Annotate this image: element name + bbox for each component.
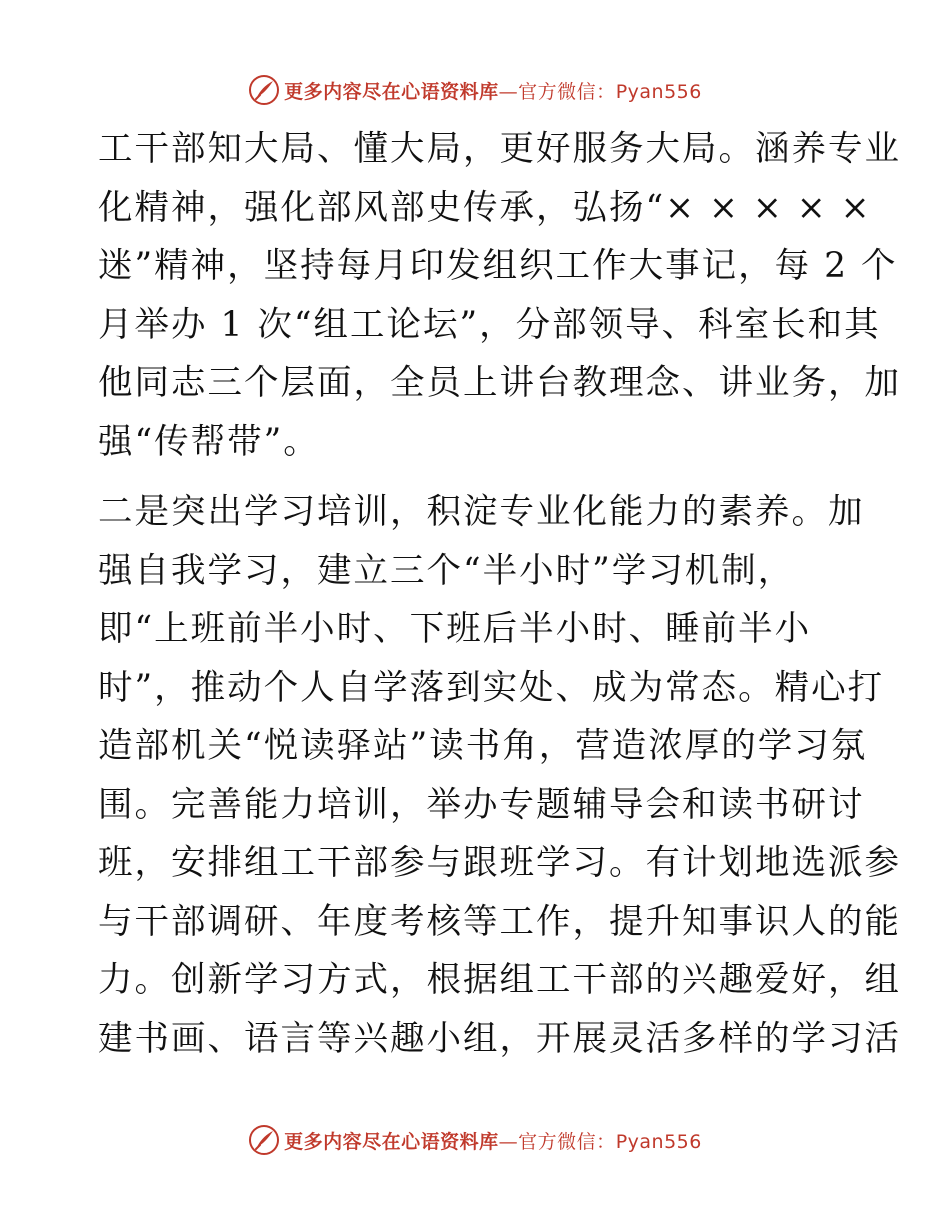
quill-pen-logo-icon [248,74,280,106]
paragraph-2 [98,483,901,1068]
header-separator: — [498,80,519,103]
text-line: 即“上班前半小时、下班后半小时、睡前半小 [98,609,812,649]
header-wechat-label: 官方微信： [518,80,616,103]
text-line: 时”，推动个人自学落到实处、成为常态。精心打 [98,667,885,708]
document-body [98,120,901,1068]
text-line: 力。创新学习方式，根据组工干部的兴趣爱好，组 [98,960,901,1000]
footer-wechat-id: Pyan556 [615,1130,702,1153]
footer-wechat-label: 官方微信： [518,1130,616,1153]
text-line: 与干部调研、年度考核等工作，提升知事识人的能 [98,901,901,942]
header-wechat-id: Pyan556 [615,80,702,103]
text-line: 建书画、语言等兴趣小组，开展灵活多样的学习活 [98,1018,901,1059]
quill-pen-logo-icon [248,1124,280,1156]
header-banner [0,70,950,110]
text-line: 工干部知大局、懂大局，更好服务大局。涵养专业 [98,129,901,169]
text-line: 化精神，强化部风部史传承，弘扬“× × × × × [98,187,872,228]
footer-banner [0,1120,950,1160]
header-text [284,77,702,104]
footer-text [284,1127,702,1154]
paragraph-1 [98,120,901,471]
footer-separator: — [498,1130,519,1153]
text-line: 他同志三个层面，全员上讲台教理念、讲业务，加 [98,363,901,403]
header-main-text: 更多内容尽在心语资料库 [284,80,499,103]
footer-main-text: 更多内容尽在心语资料库 [284,1130,499,1153]
text-line: 围。完善能力培训，举办专题辅导会和读书研讨 [98,784,865,825]
text-line: 迷”精神，坚持每月印发组织工作大事记，每 2 个 [98,246,898,286]
text-line: 二是突出学习培训，积淀专业化能力的素养。加 [98,492,865,532]
text-line: 强自我学习，建立三个“半小时”学习机制， [98,550,795,591]
text-line: 班，安排组工干部参与跟班学习。有计划地选派参 [98,843,901,883]
text-line: 造部机关“悦读驿站”读书角，营造浓厚的学习氛 [98,726,868,766]
text-line: 月举办 1 次“组工论坛”，分部领导、科室长和其 [98,304,881,345]
text-line: 强“传帮带”。 [98,421,320,462]
